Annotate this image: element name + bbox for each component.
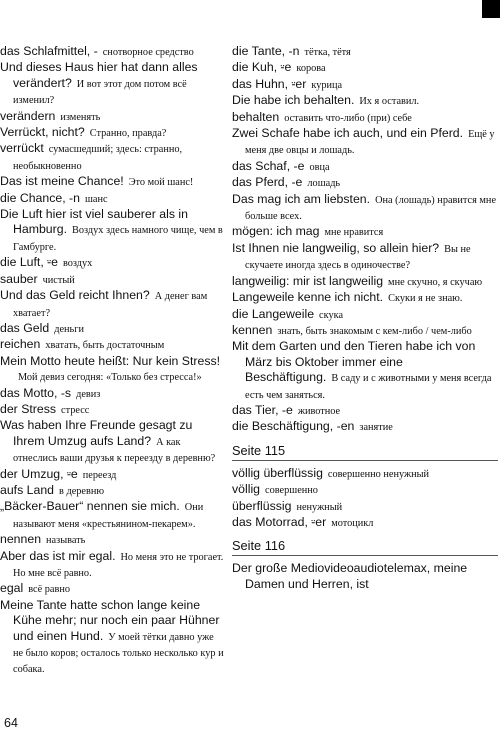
section-heading: Seite 115 (232, 443, 498, 461)
russian-translation: совершенно (265, 485, 318, 497)
vocab-entry (232, 339, 498, 403)
vocab-entry (0, 321, 226, 337)
vocab-entry (232, 499, 498, 515)
russian-translation: знать, быть знакомым с кем-либо / чем-либо (277, 325, 472, 337)
vocab-entry (232, 77, 498, 93)
vocab-entry (0, 191, 226, 207)
vocab-entry (232, 515, 498, 531)
vocab-entry (0, 109, 226, 125)
vocab-entry (232, 466, 498, 482)
vocab-entry (232, 44, 498, 60)
russian-translation: переезд (82, 469, 117, 481)
german-term: die Chance, -n (0, 190, 80, 205)
russian-translation: девиз (76, 388, 101, 400)
german-term: sauber (0, 271, 38, 286)
vocab-entry (0, 532, 226, 548)
german-term: langweilig: mir ist langweilig (232, 273, 384, 288)
vocab-entry (0, 402, 226, 418)
russian-translation: мне нравится (324, 227, 384, 239)
russian-translation: Скуки я не знаю. (388, 293, 463, 305)
page-number: 64 (4, 716, 18, 730)
russian-translation: совершенно ненужный (327, 468, 430, 480)
vocab-entry (0, 354, 226, 386)
russian-translation: Это мой шанс! (128, 177, 194, 189)
russian-translation: стресс (61, 404, 90, 416)
german-term: Der große Mediovideoaudiotelemax, meine Damen und Herren, ist (232, 561, 468, 591)
german-term: völlig (232, 482, 261, 497)
german-term: Meine Tante hatte schon lange keine Kühe mehr; nur noch ein paar Hühner und einen Hund. (0, 597, 220, 643)
vocab-entry (232, 110, 498, 126)
russian-translation: овца (309, 161, 330, 173)
german-term: der Stress (0, 401, 57, 416)
german-term: Und das Geld reicht Ihnen? (0, 288, 150, 303)
vocab-entry (0, 255, 226, 271)
german-term: behalten (232, 109, 280, 124)
vocab-entry (232, 290, 498, 306)
vocab-entry (0, 549, 226, 582)
german-term: völlig überflüssig (232, 465, 323, 480)
russian-translation: Но меня это не трогает. Но мне всё равно. (13, 551, 224, 579)
vocab-entry (0, 418, 226, 466)
vocab-entry (0, 499, 226, 532)
german-term: die Beschäftigung, -en (232, 419, 355, 434)
german-term: aufs Land (0, 482, 55, 497)
corner-mark (482, 0, 500, 18)
russian-translation: деньги (54, 323, 84, 335)
russian-translation: мне скучно, я скучаю (388, 276, 483, 288)
right-entries (232, 44, 498, 436)
russian-translation: У моей тётки давно уже не было коров; осталось только несколько кур и собака. (13, 631, 224, 676)
german-term: nennen (0, 532, 42, 547)
russian-translation: Странно, правда? (89, 128, 167, 140)
vocab-entry (232, 561, 498, 593)
vocab-entry (0, 141, 226, 174)
vocab-entry (232, 224, 498, 240)
german-term: Und dieses Haus hier hat dann alles verändert? (0, 60, 198, 90)
russian-translation: животное (297, 405, 341, 417)
german-term: das Motorrad, ⸚er (232, 514, 327, 529)
german-term: Die Luft hier ist viel sauberer als in Hamburg. (0, 207, 188, 237)
russian-translation: изменять (60, 111, 101, 123)
vocab-entry (0, 337, 226, 353)
russian-translation: ненужный (296, 501, 343, 513)
german-term: das Geld (0, 320, 50, 335)
vocab-entry (0, 272, 226, 288)
russian-translation: курица (311, 79, 343, 91)
left-column (0, 44, 226, 678)
german-term: Langeweile kenne ich nicht. (232, 290, 384, 305)
vocab-entry (232, 323, 498, 339)
russian-translation: Ещё у меня две овцы и лошадь. (245, 129, 495, 157)
russian-translation: хватать, быть достаточным (45, 340, 165, 352)
russian-translation: тётка, тётя (304, 47, 351, 58)
german-term: mögen: ich mag (232, 224, 320, 239)
right-column (232, 44, 498, 593)
german-term: die Luft, ⸚e (0, 255, 58, 270)
russian-translation: занятие (359, 422, 393, 434)
german-term: reichen (0, 337, 41, 352)
russian-translation: скука (319, 309, 344, 321)
vocab-entry (232, 93, 498, 109)
german-term: Was haben Ihre Freunde gesagt zu Ihrem Umzug aufs Land? (0, 418, 193, 448)
russian-translation: шанс (84, 193, 108, 205)
german-term: Die habe ich behalten. (232, 93, 355, 108)
german-term: das Pferd, -e (232, 175, 303, 190)
german-term: Mit dem Garten und den Tieren habe ich von März bis Oktober immer eine Beschäftigung. (232, 339, 476, 385)
vocab-entry (0, 60, 226, 108)
russian-translation: Мой девиз сегодня: «Только без стресса!» (18, 372, 202, 384)
german-term: Das mag ich am liebsten. (232, 191, 371, 206)
german-term: die Kuh, ⸚e (232, 60, 292, 75)
german-term: das Schaf, -e (232, 158, 305, 173)
vocab-entry (0, 125, 226, 141)
vocab-entry (232, 126, 498, 159)
vocab-entry (0, 467, 226, 483)
russian-translation: мотоцикл (331, 517, 374, 529)
russian-translation: И вот этот дом потом всё изменил? (13, 78, 187, 107)
russian-translation: всё равно (28, 584, 71, 596)
german-term: verrückt (0, 141, 44, 156)
russian-translation: Они называют меня «крестьянином-пекарем». (13, 502, 204, 530)
russian-translation: лошадь (307, 178, 341, 190)
vocab-entry (232, 241, 498, 274)
vocab-entry (232, 419, 498, 435)
vocab-entry (0, 386, 226, 402)
vocab-entry (232, 192, 498, 225)
german-term: das Motto, -s (0, 385, 72, 400)
russian-translation: А как отнеслись ваши друзья к переезду в деревню? (13, 436, 216, 465)
vocab-entry (232, 274, 498, 290)
russian-translation: называть (46, 535, 86, 547)
vocab-entry (232, 175, 498, 191)
russian-translation: А денег вам хватает? (13, 291, 208, 319)
vocab-entry (232, 482, 498, 498)
german-term: das Schlafmittel, - (0, 44, 98, 58)
russian-translation: В саду и с животными у меня всегда есть чем заняться. (245, 373, 492, 401)
sections (232, 443, 498, 593)
russian-translation: Она (лошадь) нравится мне больше всех. (245, 194, 497, 223)
german-term: das Huhn, ⸚er (232, 76, 307, 91)
german-term: Ist Ihnen nie langweilig, so allein hier? (232, 240, 440, 255)
russian-translation: Их я оставил. (359, 96, 420, 108)
vocab-entry (232, 403, 498, 419)
vocab-entry (0, 598, 226, 678)
vocab-entry (0, 174, 226, 190)
german-term: kennen (232, 322, 273, 337)
german-term: Verrückt, nicht? (0, 125, 85, 140)
russian-translation: воздух (62, 258, 93, 270)
russian-translation: в деревню (59, 485, 105, 497)
russian-translation: Вы не скучаете иногда здесь в одиночестве? (245, 243, 471, 272)
russian-translation: сумасшедший; здесь: странно, необыкновенно (13, 144, 183, 172)
german-term: Mein Motto heute heißt: Nur kein Stress! (0, 353, 221, 368)
russian-translation: корова (296, 63, 326, 75)
vocab-entry (0, 207, 226, 255)
german-term: Das ist meine Chance! (0, 174, 124, 189)
german-term: das Tier, -e (232, 402, 293, 417)
russian-translation: оставить что-либо (при) себе (284, 112, 412, 124)
german-term: „Bäcker-Bauer“ nennen sie mich. (0, 499, 180, 514)
vocab-entry (232, 159, 498, 175)
russian-translation: Воздух здесь намного чище, чем в Гамбурге. (13, 225, 223, 253)
vocab-entry (232, 60, 498, 76)
german-term: überflüssig (232, 498, 292, 513)
german-term: Zwei Schafe habe ich auch, und ein Pferd. (232, 126, 464, 141)
russian-translation: снотворное средство (102, 47, 194, 58)
german-term: der Umzug, ⸚e (0, 466, 78, 481)
vocab-entry (0, 44, 226, 60)
german-term: verändern (0, 108, 56, 123)
vocab-entry (232, 307, 498, 323)
german-term: die Langeweile (232, 306, 315, 321)
section-heading: Seite 116 (232, 538, 498, 556)
vocab-entry (0, 581, 226, 597)
german-term: egal (0, 581, 24, 596)
vocab-entry (0, 483, 226, 499)
russian-translation: чистый (42, 274, 75, 286)
vocab-entry (0, 288, 226, 321)
german-term: die Tante, -n (232, 44, 300, 58)
german-term: Aber das ist mir egal. (0, 548, 116, 563)
